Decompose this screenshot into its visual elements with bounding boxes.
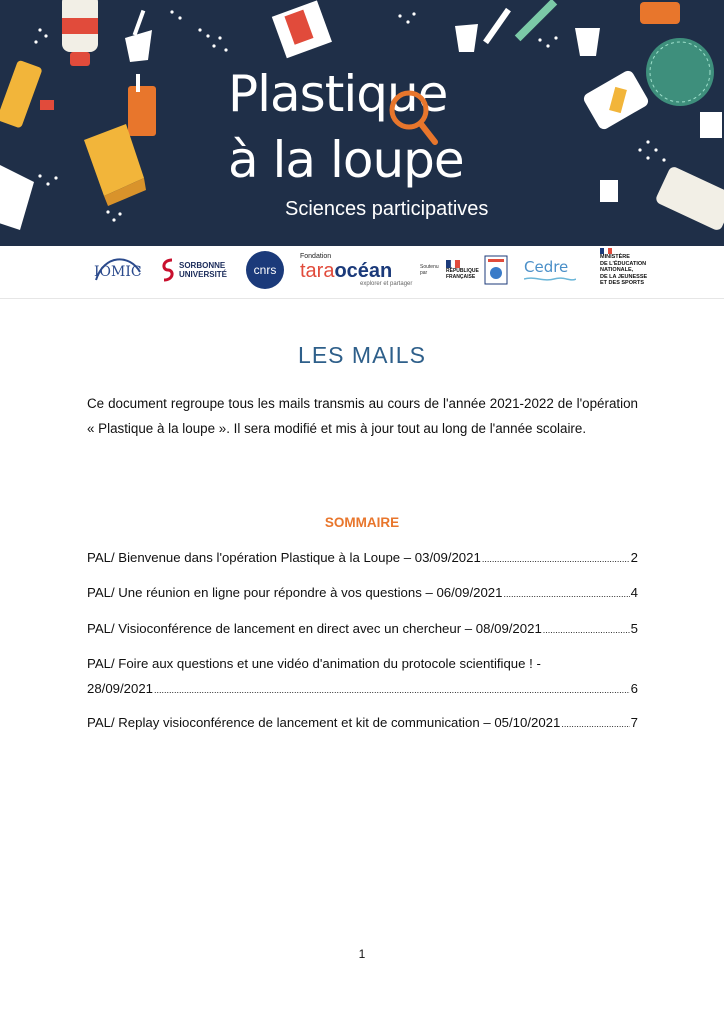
tara-tagline: explorer et partager [360,280,413,287]
straw-icon [515,0,557,41]
iomic-mark-icon [90,250,146,290]
toc-entry-page: 5 [630,621,638,636]
medicine-bottle-icon [582,69,650,132]
banner-subtitle: Sciences participatives [285,198,489,220]
partner-logos [0,246,724,299]
banner-title-line2: à la loupe [228,131,464,189]
toc-entry-text: PAL/ Une réunion en ligne pour répondre à vos questions – 06/09/2021 [87,585,503,600]
cedre-wave-icon [524,276,576,282]
cnrs-text: cnrs [246,251,284,289]
cap-icon [640,2,680,24]
cup-icon-3 [575,28,600,56]
cup-icon-4 [600,180,618,202]
ministere-line1: MINISTÈRE [600,254,630,260]
ministere-line4: DE LA JEUNESSE [600,273,648,280]
republique-line1: RÉPUBLIQUE [446,268,479,274]
toc-heading: SOMMAIRE [324,515,400,530]
intro-paragraph: Ce document regroupe tous les mails transmis au cours de l'année 2021-2022 de l'opération « Plastique à la loupe ». Il sera modifié et mis à jour tout au long de l'année scolaire. [87,396,638,436]
plastic-bottle-icon [62,0,98,66]
ademe-mark-icon [484,255,508,285]
lighter-icon [0,60,43,129]
sorbonne-line1: SORBONNE [179,261,226,270]
tube-icon [654,112,724,232]
toc-entry-text: PAL/ Visioconférence de lancement en direct avec un chercheur – 08/09/2021 [87,621,542,636]
toc-entry-text: PAL/ Bienvenue dans l'opération Plastique à la Loupe – 03/09/2021 [87,550,481,565]
ministere-logo [600,248,647,294]
toc-entry-text: 28/09/2021 [87,681,154,696]
tara-name-2: océan [334,259,393,282]
can-icon [40,74,156,136]
bag-icon-2 [0,160,34,230]
svg-text:IOMIC: IOMIC [94,264,142,280]
cup-icon-2 [455,8,511,52]
republique-line2: FRANÇAISE [446,274,476,280]
republique-logo [446,250,479,290]
toc-leader [154,678,630,701]
toc-entry-page: 7 [630,715,638,730]
document-title: LES MAILS [298,342,426,368]
toc-entry[interactable] [87,712,638,735]
tara-fondation: Fondation [300,252,332,260]
toc-entry-text: PAL/ Replay visioconférence de lancement et kit de communication – 05/10/2021 [87,715,561,730]
toc-entry-text-line1: PAL/ Foire aux questions et une vidéo d'animation du protocole scientifique ! - [87,656,541,671]
tara-logo [300,250,412,290]
cedre-logo [524,250,576,290]
cup-icon [125,10,152,62]
header-banner [0,0,724,246]
toc-leader [503,582,629,605]
toc-entry[interactable] [87,618,638,641]
page-number: 1 [358,947,366,961]
cedre-text: Cedre [524,258,569,276]
soutenu-label: Soutenu par [420,264,439,276]
toc-entry-page: 4 [630,585,638,600]
toc-leader [561,712,629,735]
marianne-flag-icon [446,260,460,268]
tara-name-1: tara [300,259,335,282]
carton-icon [84,124,146,206]
toc-entry[interactable] [87,547,638,570]
cnrs-logo [246,250,284,290]
sorbonne-line2: UNIVERSITÉ [179,270,228,279]
net-ball-icon [646,38,714,106]
sorbonne-mark-icon [160,258,176,282]
ministere-line2: DE L'ÉDUCATION [600,260,647,267]
toc-entry[interactable] [87,653,638,701]
ministere-line5: ET DES SPORTS [600,280,645,286]
toc-leader [543,618,630,641]
iomic-logo [90,250,146,290]
toc-entry-page: 2 [630,550,638,565]
toc-leader [482,547,630,570]
banner-title-line1: Plastique [228,65,448,123]
toc-entry[interactable] [87,582,638,605]
toc-entry-page: 6 [630,681,638,696]
ademe-logo [484,250,508,290]
bag-icon [272,0,332,58]
sorbonne-logo [160,250,227,290]
ministere-line3: NATIONALE, [600,267,634,273]
